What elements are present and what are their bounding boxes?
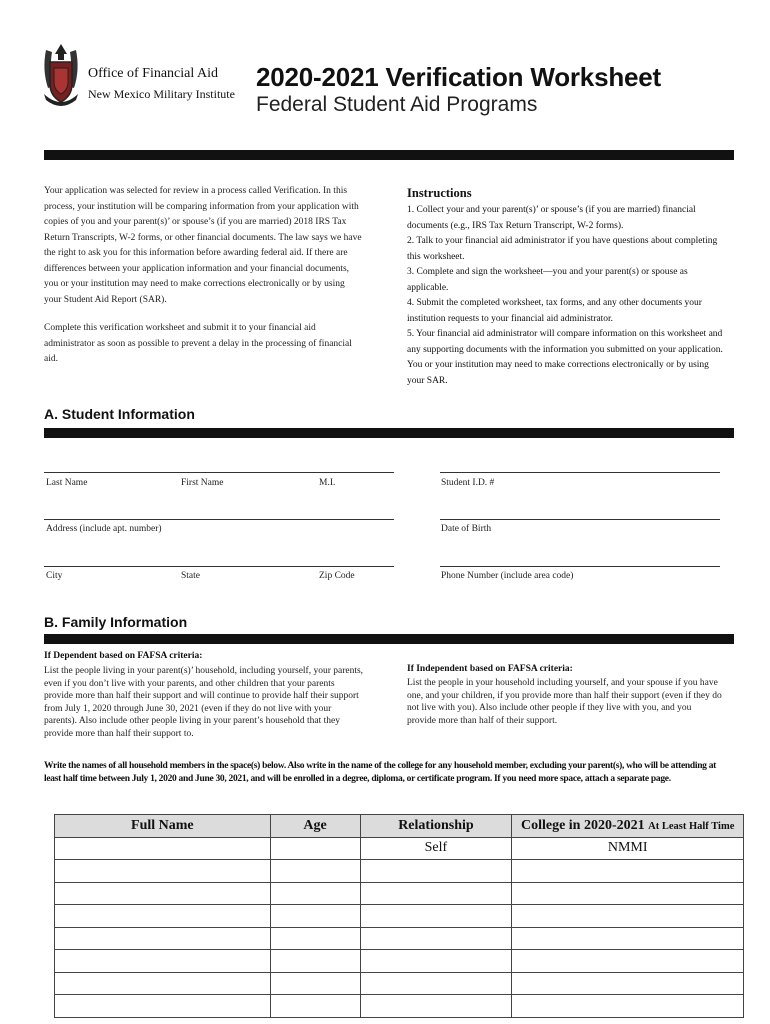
cell-age[interactable] [270,837,360,860]
table-row [55,882,744,905]
instructions-heading: Instructions [407,186,472,200]
dob-label: Date of Birth [441,524,492,534]
cell-college[interactable] [512,927,744,950]
household-table [54,814,744,1018]
header-age: Age [270,815,360,838]
cell-relationship[interactable] [360,905,512,928]
independent-heading: If Independent based on FAFSA criteria: [407,664,573,674]
cell-age[interactable] [270,882,360,905]
section-b-divider [44,634,734,644]
cell-age[interactable] [270,860,360,883]
section-a-divider [44,428,734,438]
city-label: City [46,571,63,581]
table-row [55,860,744,883]
zip-label: Zip Code [319,571,355,581]
cell-relationship[interactable]: Self [360,837,512,860]
instruction-item: 2. Talk to your financial aid administrator if you have questions about completing this worksheet. [407,236,718,262]
dependent-heading: If Dependent based on FAFSA criteria: [44,651,203,661]
state-label: State [181,571,200,581]
instruction-item: 1. Collect your and your parent(s)’ or spouse’s (if you are married) financial documents (e.g., IRS Tax Return Transcript, W-2 forms). [407,205,696,231]
cell-name[interactable] [55,927,271,950]
cell-relationship[interactable] [360,972,512,995]
address-label: Address (include apt. number) [46,524,162,534]
instruction-item: 3. Complete and sign the worksheet—you and your parent(s) or spouse as applicable. [407,267,688,293]
cell-relationship[interactable] [360,882,512,905]
name-line[interactable] [44,472,394,473]
cell-relationship[interactable] [360,995,512,1018]
cell-age[interactable] [270,927,360,950]
cell-college[interactable] [512,905,744,928]
cell-name[interactable] [55,972,271,995]
first-name-label: First Name [181,478,224,488]
cell-age[interactable] [270,972,360,995]
phone-line[interactable] [440,566,720,567]
page-subtitle: Federal Student Aid Programs [256,93,538,116]
header-college-small: At Least Half Time [648,820,735,832]
cell-college[interactable] [512,882,744,905]
address-line[interactable] [44,519,394,520]
page-title: 2020-2021 Verification Worksheet [256,62,661,92]
institution-name: New Mexico Military Institute [88,87,235,101]
cell-college[interactable] [512,972,744,995]
intro-paragraph-1: Your application was selected for review in a process called Verification. In this process, your institution will be comparing information from your application with copies of you and your parent(s)’ or spouse’s (if you are married) 2018 IRS Tax Return Transcripts, W-2 forms, or other financial documents. The law says we have the right to ask you for this information before awarding federal aid. If there are differences between your application information and your financial documents, you or your institution may need to make corrections electronically or by using your Student Aid Report (SAR). [44,186,362,305]
cell-name[interactable] [55,837,271,860]
section-a-title: A. Student Information [44,406,195,422]
table-row [55,972,744,995]
student-id-line[interactable] [440,472,720,473]
instruction-item: 4. Submit the completed worksheet, tax forms, and any other documents your institution requests to your financial aid administrator. [407,298,702,324]
section-b-title: B. Family Information [44,614,188,630]
dob-line[interactable] [440,519,720,520]
header-full-name: Full Name [55,815,271,838]
cell-name[interactable] [55,860,271,883]
nmmi-crest-logo [36,40,86,112]
cell-name[interactable] [55,950,271,973]
table-row [55,950,744,973]
cell-name[interactable] [55,905,271,928]
cell-age[interactable] [270,950,360,973]
last-name-label: Last Name [46,478,88,488]
cell-relationship[interactable] [360,860,512,883]
instructions-list [407,203,727,389]
table-row [55,927,744,950]
header-college-label: College in 2020-2021 [520,817,645,833]
cell-age[interactable] [270,995,360,1018]
cell-name[interactable] [55,882,271,905]
table-header-row [55,815,744,838]
office-name: Office of Financial Aid [88,66,218,81]
instruction-item: 5. Your financial aid administrator will compare information on this worksheet and any supporting documents with the information you submitted on your application. You or your institution may need to make corrections electronically or by using your SAR. [407,329,723,386]
phone-label: Phone Number (include area code) [441,571,574,581]
header-divider [44,150,734,160]
dependent-text: List the people living in your parent(s)’ household, including yourself, your parents, even if you don’t live with your parents, and other children that your parents provide more than half their support and will continue to provide half their support from July 1, 2020 through June 30, 2021 (even if they do not live with your parents). Also include other people living in your parent’s household that they provide more than half their support to. [44,666,364,739]
household-instructions: Write the names of all household members in the space(s) below. Also write in the name of the college for any household member, excluding your parent(s), who will be attending at least half time between July 1, 2020 and June 30, 2021, and will be enrolled in a degree, diploma, or certificate program. If you need more space, attach a separate page. [44,761,717,784]
table-row [55,995,744,1018]
cell-college[interactable] [512,950,744,973]
cell-college[interactable] [512,995,744,1018]
table-row [55,837,744,860]
mi-label: M.I. [319,478,336,488]
header-college [512,815,744,838]
independent-text: List the people in your household including yourself, and your spouse if you have one, and your children, if you provide more than half their support (even if they do not live with you). Also include other people if they live with you, and you provide more than half of their support. [407,678,722,726]
cell-college[interactable] [512,860,744,883]
cell-name[interactable] [55,995,271,1018]
cell-relationship[interactable] [360,927,512,950]
table-row [55,905,744,928]
city-state-zip-line[interactable] [44,566,394,567]
header-relationship: Relationship [360,815,512,838]
cell-college[interactable]: NMMI [512,837,744,860]
student-id-label: Student I.D. # [441,478,495,488]
cell-age[interactable] [270,905,360,928]
intro-paragraph-2: Complete this verification worksheet and submit it to your financial aid administrator as soon as possible to prevent a delay in the processing of financial aid. [44,323,352,364]
cell-relationship[interactable] [360,950,512,973]
